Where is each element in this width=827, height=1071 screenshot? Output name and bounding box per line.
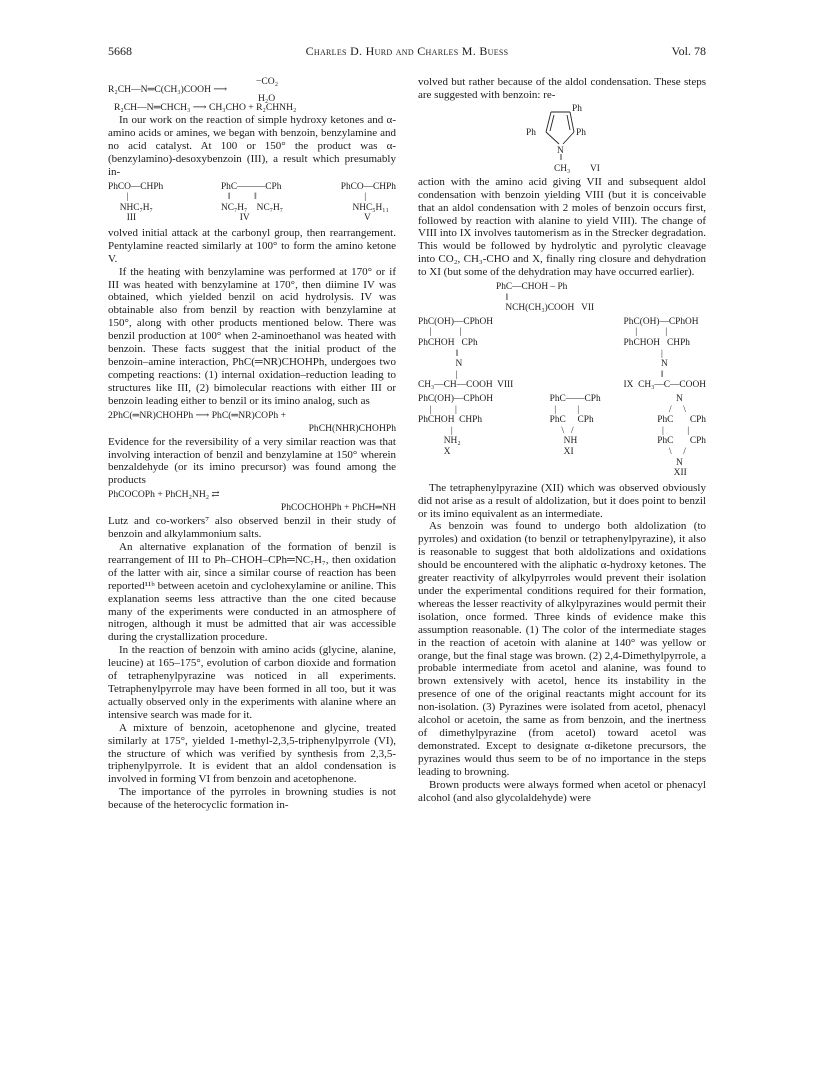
equation-3-line-2: PhCOCHOHPh + PhCH═NH [280, 502, 396, 514]
structures-viii-ix [418, 317, 706, 391]
left-paragraph-5: Lutz and co-workers⁷ also observed benzil in their study of benzoin and alkylammonium salts. [108, 515, 396, 541]
structure-xii: N / \ PhC CPh | | PhC CPh \ / N XII [657, 394, 706, 479]
left-paragraph-9: The importance of the pyrroles in browning studies is not because of the heterocyclic formation in- [108, 786, 396, 812]
equation-1-over-2: H₂O [258, 93, 276, 104]
structure-vi-ring [418, 102, 706, 176]
structure-x: PhC(OH)—CPhOH | | PhCHOH CHPh | NH₂ X [418, 394, 494, 457]
equation-1 [108, 76, 396, 114]
running-header [108, 44, 706, 60]
structure-iii: PhCO—CHPh | NHC₇H₇ III [108, 181, 164, 224]
left-paragraph-1: In our work on the reaction of simple hydroxy ketones and α-amino acids or amines, we began with benzoin, benzylamine and no acid catalyst. At 100 or 150° the product was α-(benzylamino)-desoxybenzoin (III), a result which presumably in- [108, 114, 396, 178]
left-paragraph-8: A mixture of benzoin, acetophenone and glycine, treated similarly at 175°, yielded 1-methyl-2,3,5-triphenylpyrrole (VI), the structure of which was verified by synthesis from 2,3,5-triphenylpyrrole. It is evident that an aldol condensation is involved in forming VI from benzoin and acetophenone. [108, 721, 396, 786]
vi-ph-top: Ph [572, 103, 582, 114]
author-line: Charles D. Hurd and Charles M. Buess [305, 44, 509, 58]
equation-1-over-1: −CO₂ [256, 76, 279, 87]
left-paragraph-2: volved initial attack at the carbonyl group, then rearrangement. Pentylamine reacted similarly at 100° to form the amino ketone V. [108, 226, 396, 265]
right-paragraph-2: action with the amino acid giving VII and subsequent aldol condensation with benzoin yielding VIII (but it is conceivable that an aldol condensation with 2 moles of benzoin occurs first, followed by reaction with alanine to yield VIII). The change of VIII into IX involves tautomerism as in the Strecker degradation. This would be followed by hydrolytic and pyrolytic cleavage into CO₂, CH₃-CHO and X, finally ring closure and dehydration to XI (but some of the dehydration may have occurred earlier). [418, 175, 706, 279]
left-paragraph-7: In the reaction of benzoin with amino acids (glycine, alanine, leucine) at 165–175°, evolution of carbon dioxide and formation of tetraphenylpyrazine was noticed in all experiments. Tetraphenylpyrrole may have been formed in all too, but it was actually observed only in the experiments with alanine where an intensive search was made for it. [108, 644, 396, 721]
left-column [108, 76, 396, 812]
vi-ph-left: Ph [526, 127, 536, 138]
structure-viii: PhC(OH)—CPhOH | | PhCHOH CPh ‖ N | CH₃—CH—COOH VIII [418, 316, 514, 391]
structures-x-xi-xii [418, 394, 706, 479]
vi-ch3: CH₃ [554, 163, 571, 174]
left-paragraph-6: An alternative explanation of the formation of benzil is rearrangement of III to Ph–CHOH–CPh═NC₇H₇, then oxidation of the latter with air, since a similar course of reaction has been reported¹¹ᵇ between acetoin and cyclohexylamine or aniline. This explanation seems less attractive than the one cited because many of the experiments were conducted in an atmosphere of nitrogen, although it must be admitted that air was accessible during the crystallization procedure. [108, 541, 396, 644]
equation-3-line-1: PhCOCOPh + PhCH₂NH₂ ⇄ [108, 489, 220, 501]
equation-1-line-1: R₂CH—N═C(CH₃)COOH ⟶ [108, 84, 228, 95]
vi-label: VI [590, 163, 600, 174]
volume-label: Vol. 78 [671, 44, 706, 58]
structures-iii-iv-v [108, 182, 396, 224]
vi-n: N [557, 145, 564, 156]
page-number: 5668 [108, 44, 132, 58]
left-paragraph-3: If the heating with benzylamine was performed at 170° or if III was heated with benzylamine at 170°, then diimine IV was obtained, which yielded benzil on acid hydrolysis. IV was obtainable also from benzil by reaction with benzylamine at 150°, along with other products mentioned below. There was benzil production at 100° when 2-aminoethanol was heated with benzoin. These facts suggest that the initial product of the benzoin–amine interaction, PhC(═NR)CHOHPh, undergoes two competing reactions: (1) internal oxidation–reduction leading to structures like III, (2) bimolecular reactions with either III or benzoin leading either to benzil or its imino analog, such as [108, 265, 396, 407]
structure-vii [418, 282, 706, 314]
structure-v: PhCO—CHPh | NHC₅H₁₁ V [340, 181, 396, 224]
right-paragraph-5: Brown products were always formed when acetol or phenacyl alcohol (and also glycolaldehyde) were [418, 778, 706, 804]
structure-xi: PhC——CPh | | PhC CPh \ / NH XI [549, 394, 601, 457]
structure-vii-text: PhC—CHOH – Ph ‖ NCH(CH₃)COOH VII [496, 282, 595, 314]
left-paragraph-4: Evidence for the reversibility of a very similar reaction was that involving interaction of benzil and benzylamine at 150° wherein benzaldehyde (or its imino precursor) was found among the products [108, 435, 396, 487]
structure-iv: PhC———CPh ‖ ‖ NC₇H₇ NC₇H₇ IV [220, 181, 284, 224]
equation-2-line-1: 2PhC(═NR)CHOHPh ⟶ PhC(═NR)COPh + [108, 409, 287, 421]
right-paragraph-1: volved but rather because of the aldol condensation. These steps are suggested with benzoin: re- [418, 76, 706, 101]
equation-1-line-2: R₂CH—N═CHCH₃ ⟶ CH₃CHO + R₂CHNH₂ [114, 102, 297, 113]
right-column [418, 76, 706, 804]
structure-vi [418, 102, 706, 176]
equation-2 [108, 410, 396, 434]
vi-ph-right: Ph [576, 127, 586, 138]
structure-ix: PhC(OH)—CPhOH | | PhCHOH CHPh | N ‖ IX CH₃—C—COOH [623, 316, 706, 391]
equation-3 [108, 489, 396, 513]
right-paragraph-3: The tetraphenylpyrazine (XII) which was observed obviously did not arise as a result of aldolization, but it does point to benzil or its imino equivalent as an intermediate. [418, 481, 706, 520]
equation-2-line-2: PhCH(NHR)CHOHPh [308, 422, 396, 434]
right-paragraph-4: As benzoin was found to undergo both aldolization (to pyrroles) and oxidation (to benzil or tetraphenylpyrazine), it also is reasonable to suggest that both aldolizations and oxidations should be encountered with the aliphatic α-hydroxy ketones. The greater reactivity of alkylpyrroles would prevent their isolation under the experimental conditions required for their formation, whereas the lesser reactivity of alkylpyrazines would permit their isolation, once formed. Three kinds of evidence make this assumption reasonable. (1) The color of the intermediate stages in the reaction of acetoin with alanine at 140° was yellow or orange, but the final stage was brown. (2) 2,4-Dimethylpyrrole, a probable intermediate from acetol and alanine, was found to brown extensively with acetol, hence its instability in the presence of one of the original reactants might account for its non-isolation. (3) Pyrazines were isolated from acetol, phenacyl alcohol or acetoin, the same as from benzoin, and the inertness of dimethylpyrazine (from acetol) toward acetol was demonstrated. Except to designate α-diketone precursors, the pyrazines would thus seem to be of no importance in the steps leading to browning. [418, 520, 706, 778]
